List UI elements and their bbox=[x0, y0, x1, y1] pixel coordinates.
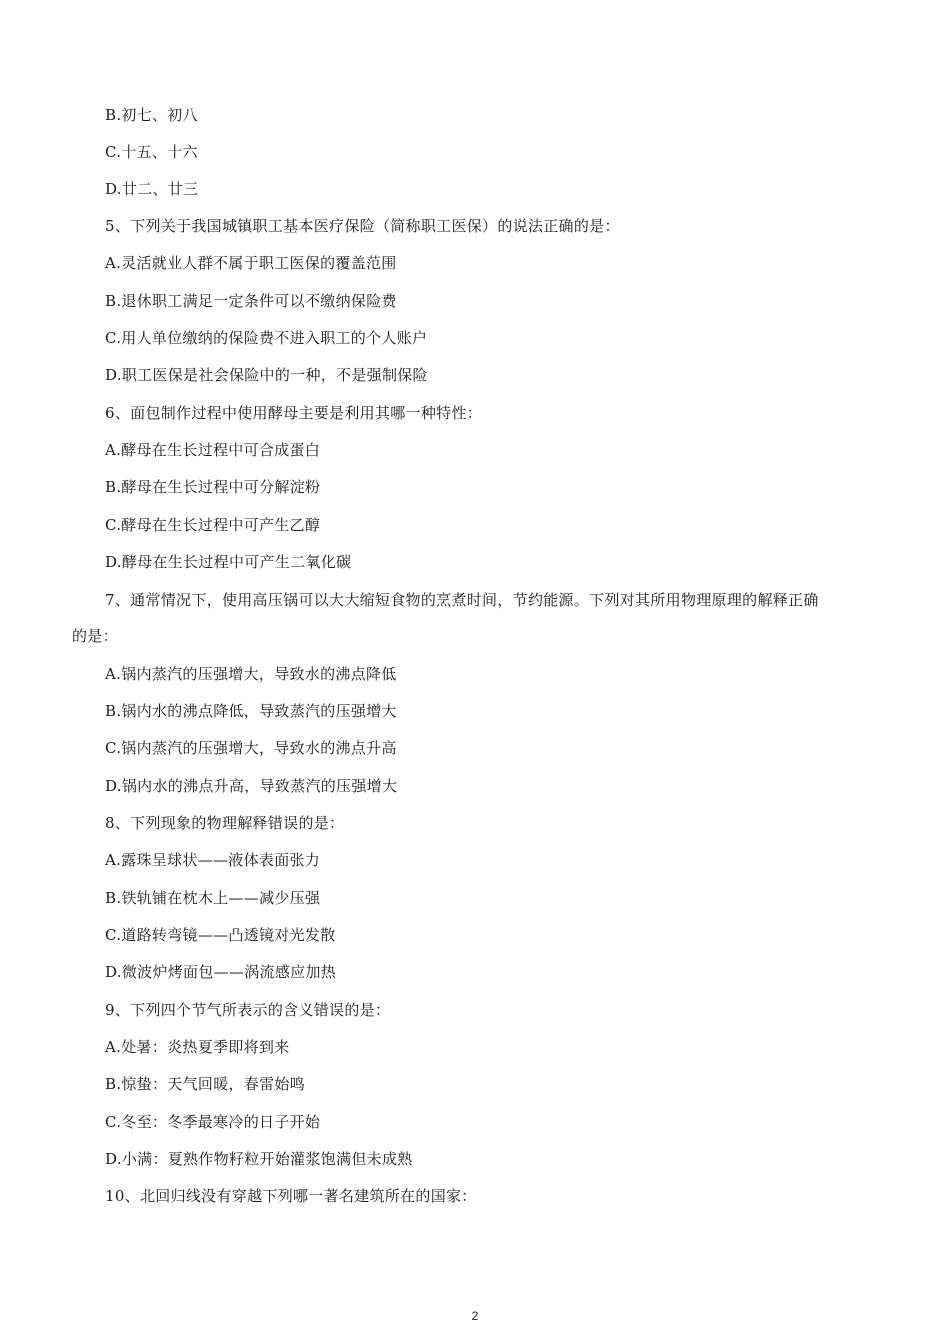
option-line: B.酵母在生长过程中可分解淀粉 bbox=[105, 478, 321, 496]
option-line: A.处暑：炎热夏季即将到来 bbox=[105, 1038, 290, 1056]
question-7: 7、通常情况下，使用高压锅可以大大缩短食物的烹煮时间，节约能源。下列对其所用物理原理的解释正确 bbox=[105, 591, 819, 609]
option-line: A.锅内蒸汽的压强增大，导致水的沸点降低 bbox=[105, 665, 397, 683]
option-line: B.铁轨铺在枕木上——减少压强 bbox=[105, 889, 321, 907]
option-line: D.廿二、廿三 bbox=[105, 180, 199, 198]
option-line: C.冬至：冬季最寒冷的日子开始 bbox=[105, 1113, 321, 1131]
option-line: B.退休职工满足一定条件可以不缴纳保险费 bbox=[105, 292, 397, 310]
option-line: A.露珠呈球状——液体表面张力 bbox=[105, 851, 321, 869]
option-line: B.初七、初八 bbox=[105, 106, 198, 124]
option-line: C.用人单位缴纳的保险费不进入职工的个人账户 bbox=[105, 329, 428, 347]
option-line: D.职工医保是社会保险中的一种，不是强制保险 bbox=[105, 366, 428, 384]
option-line: A.灵活就业人群不属于职工医保的覆盖范围 bbox=[105, 254, 397, 272]
option-line: D.酵母在生长过程中可产生二氧化碳 bbox=[105, 553, 352, 571]
option-line: D.锅内水的沸点升高，导致蒸汽的压强增大 bbox=[105, 777, 398, 795]
question-9: 9、下列四个节气所表示的含义错误的是： bbox=[105, 1001, 391, 1019]
option-line: B.惊蛰：天气回暖，春雷始鸣 bbox=[105, 1075, 305, 1093]
option-line: C.十五、十六 bbox=[105, 143, 198, 161]
question-5: 5、下列关于我国城镇职工基本医疗保险（简称职工医保）的说法正确的是： bbox=[105, 217, 620, 235]
option-line: D.小满：夏熟作物籽粒开始灌浆饱满但未成熟 bbox=[105, 1150, 413, 1168]
option-line: C.酵母在生长过程中可产生乙醇 bbox=[105, 516, 321, 534]
question-8: 8、下列现象的物理解释错误的是： bbox=[105, 814, 345, 832]
page-number: 2 bbox=[471, 1309, 479, 1323]
option-line: C.道路转弯镜——凸透镜对光发散 bbox=[105, 926, 336, 944]
question-6: 6、面包制作过程中使用酵母主要是利用其哪一种特性： bbox=[105, 404, 483, 422]
option-line: A.酵母在生长过程中可合成蛋白 bbox=[105, 441, 321, 459]
question-10: 10、北回归线没有穿越下列哪一著名建筑所在的国家： bbox=[105, 1187, 477, 1205]
option-line: D.微波炉烤面包——涡流感应加热 bbox=[105, 963, 337, 981]
option-line: C.锅内蒸汽的压强增大，导致水的沸点升高 bbox=[105, 739, 397, 757]
option-line: B.锅内水的沸点降低，导致蒸汽的压强增大 bbox=[105, 702, 397, 720]
question-7-continuation: 的是： bbox=[72, 627, 118, 645]
